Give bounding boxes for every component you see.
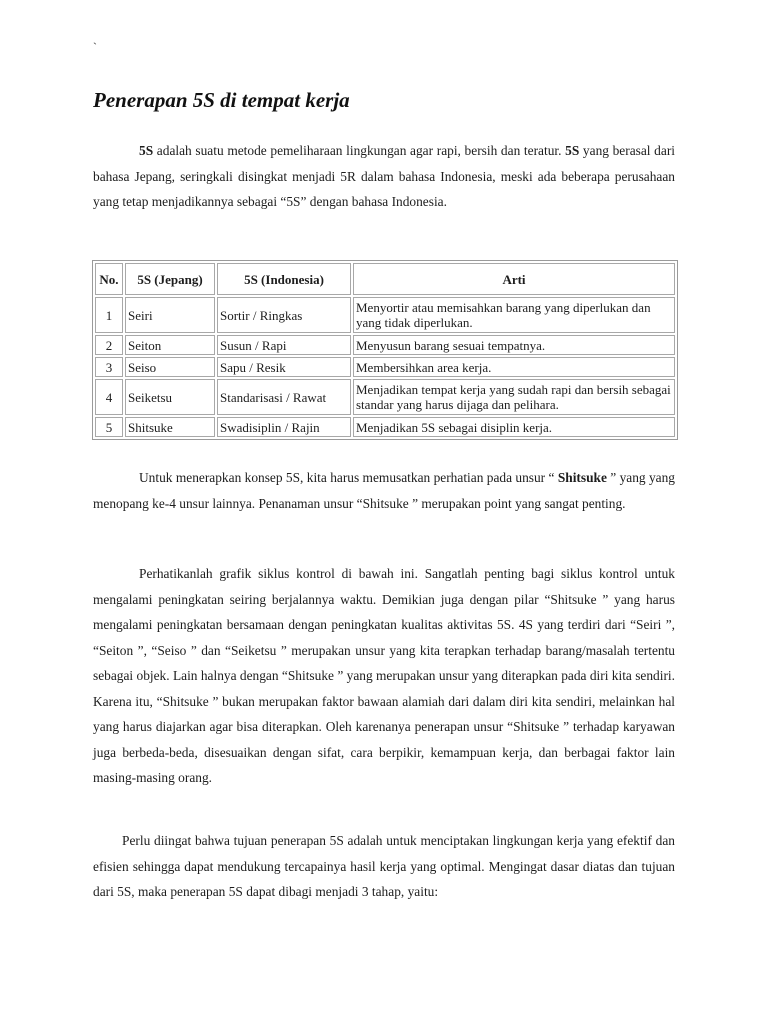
5s-table [92,260,678,440]
cell-arti: Menjadikan tempat kerja yang sudah rapi dan bersih sebagai standar yang harus dijaga dan pelihara. [353,379,675,415]
stray-mark: ` [93,40,97,54]
table-row [95,379,675,415]
cell-no: 5 [95,417,123,437]
cell-indonesia: Sapu / Resik [217,357,351,377]
cell-jepang: Seiri [125,297,215,333]
cell-no: 3 [95,357,123,377]
page-title: Penerapan 5S di tempat kerja [93,88,350,112]
intro-paragraph: 5S adalah suatu metode pemeliharaan lingkungan agar rapi, bersih dan teratur. 5S yang berasal dari bahasa Jepang, seringkali disingkat menjadi 5R dalam bahasa Indonesia, meski ada beberapa perusahaan yang tetap menjadikannya sebagai “5S” dengan bahasa Indonesia. [93,143,675,209]
table-row [95,357,675,377]
cell-indonesia: Standarisasi / Rawat [217,379,351,415]
header-indonesia: 5S (Indonesia) [217,263,351,295]
header-arti: Arti [353,263,675,295]
cell-jepang: Seiketsu [125,379,215,415]
cell-jepang: Shitsuke [125,417,215,437]
cell-jepang: Seiso [125,357,215,377]
cell-arti: Menjadikan 5S sebagai disiplin kerja. [353,417,675,437]
cell-no: 2 [95,335,123,355]
cell-arti: Menyortir atau memisahkan barang yang diperlukan dan yang tidak diperlukan. [353,297,675,333]
header-no: No. [95,263,123,295]
cell-indonesia: Sortir / Ringkas [217,297,351,333]
cell-arti: Menyusun barang sesuai tempatnya. [353,335,675,355]
term-5s: 5S [139,143,154,158]
cell-jepang: Seiton [125,335,215,355]
table-row [95,297,675,333]
term-5s: 5S [565,143,580,158]
cell-no: 1 [95,297,123,333]
term-shitsuke: Shitsuke [557,470,607,485]
table-row [95,335,675,355]
cell-arti: Membersihkan area kerja. [353,357,675,377]
cell-indonesia: Swadisiplin / Rajin [217,417,351,437]
table-header-row [95,263,675,295]
shitsuke-paragraph: Untuk menerapkan konsep 5S, kita harus memusatkan perhatian pada unsur “ Shitsuke ” yang yang menopang ke-4 unsur lainnya. Penanaman unsur “Shitsuke ” merupakan point yang sangat penting. [93,470,676,511]
cell-indonesia: Susun / Rapi [217,335,351,355]
goal-paragraph: Perlu diingat bahwa tujuan penerapan 5S adalah untuk menciptakan lingkungan kerja yang efektif dan efisien sehingga dapat mendukung tercapainya hasil kerja yang optimal. Mengingat dasar diatas dan tujuan dari 5S, maka penerapan 5S dapat dibagi menjadi 3 tahap, yaitu: [93,833,675,899]
cell-no: 4 [95,379,123,415]
control-cycle-paragraph: Perhatikanlah grafik siklus kontrol di bawah ini. Sangatlah penting bagi siklus kontrol untuk mengalami peningkatan seiring berjalannya waktu. Demikian juga dengan pilar “Shitsuke ” yang harus mengalami peningkatan bersamaan dengan peningkatan kualitas aktivitas 5S. 4S yang terdiri dari “Seiri ”, “Seiton ”, “Seiso ” dan “Seiketsu ” merupakan unsur yang kita terapkan terhadap barang/masalah tertentu sebagai objek. Lain halnya dengan “Shitsuke ” yang merupakan unsur yang diterapkan pada diri kita sendiri. Karena itu, “Shitsuke ” bukan merupakan faktor bawaan alamiah dari dalam diri kita sendiri, melainkan hal yang harus diajarkan agar bisa diterapkan. Oleh karenanya penerapan unsur “Shitsuke ” terhadap karyawan juga berbeda-beda, disesuaikan dengan sifat, cara berpikir, kemampuan kerja, dan berbagai faktor lain masing-masing orang. [93,566,675,785]
header-jepang: 5S (Jepang) [125,263,215,295]
table-row [95,417,675,437]
